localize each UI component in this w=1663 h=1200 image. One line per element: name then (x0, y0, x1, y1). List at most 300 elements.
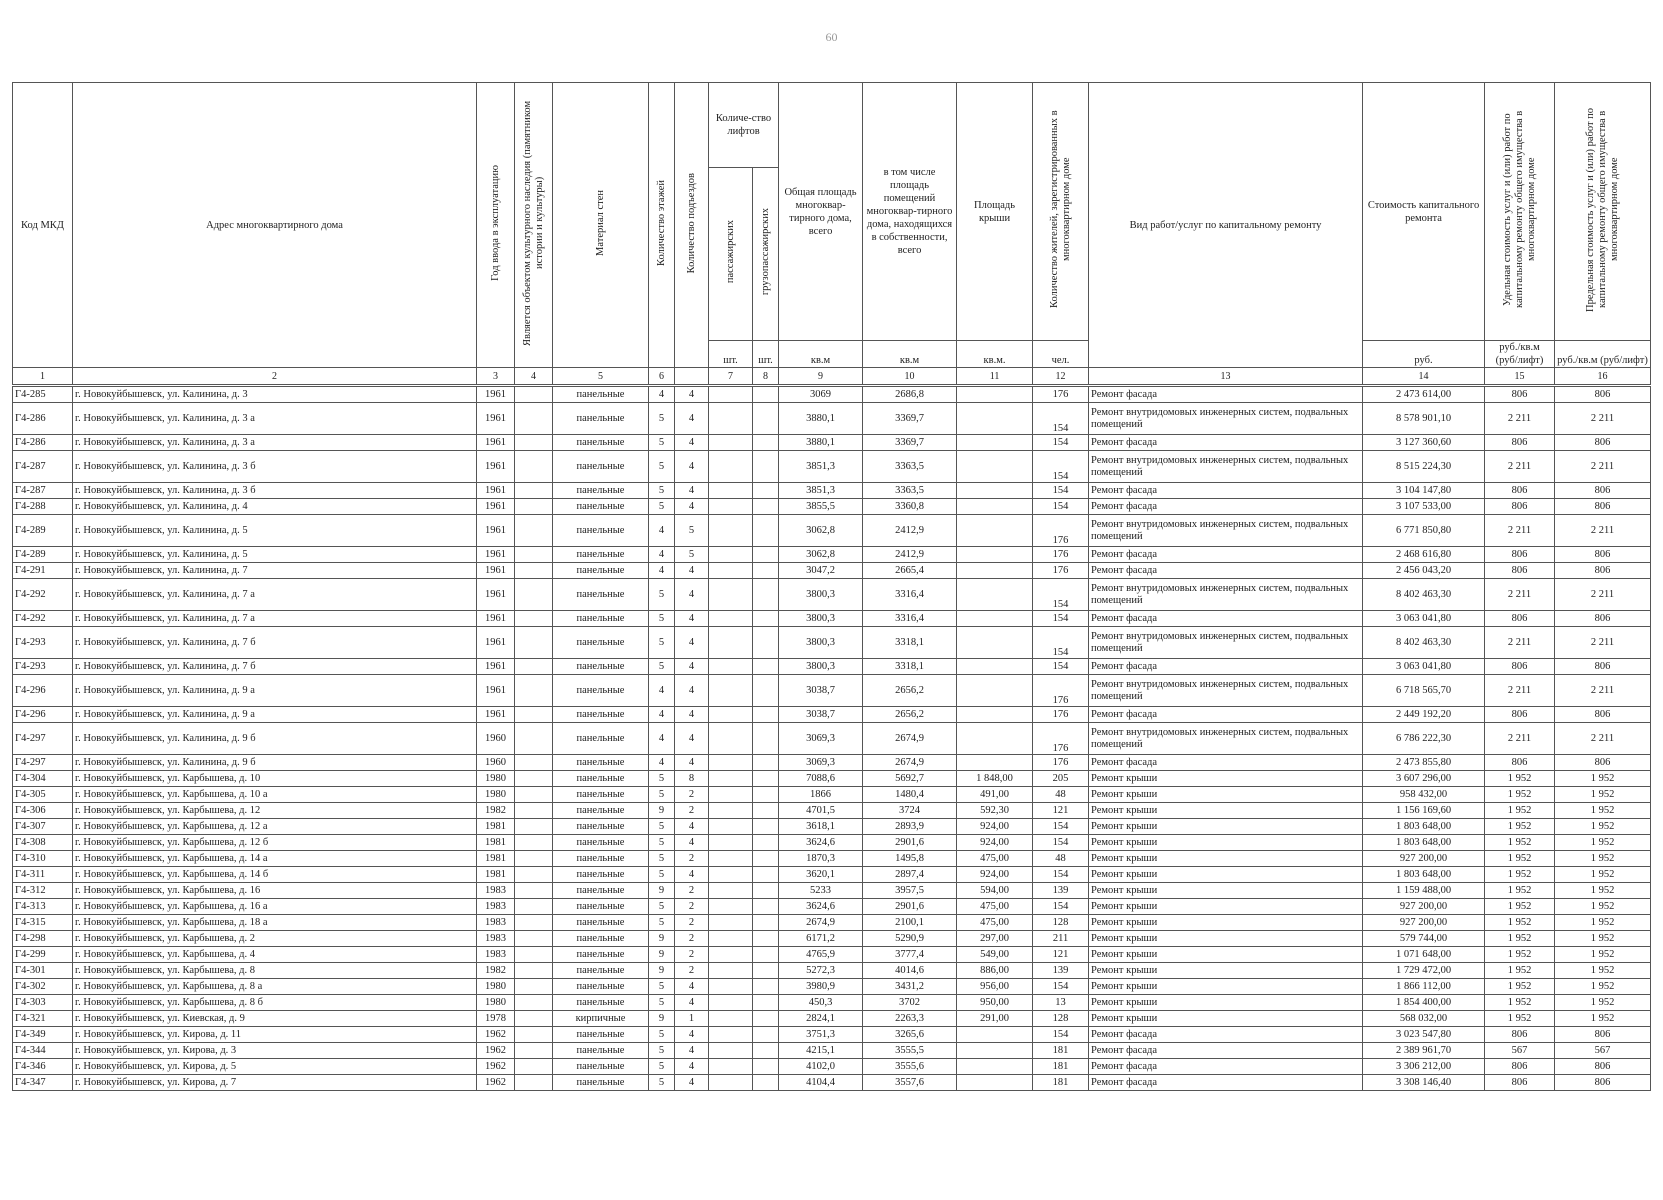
cell-roof-area (957, 483, 1033, 499)
cell-entrances: 4 (675, 403, 709, 435)
cell-area-owned: 2674,9 (863, 755, 957, 771)
table-row (13, 627, 1651, 659)
cell-area-owned: 3318,1 (863, 659, 957, 675)
cell-cost: 3 023 547,80 (1363, 1027, 1485, 1043)
header-work-type: Вид работ/услуг по капитальному ремонту (1089, 83, 1363, 368)
cell-area-total: 5272,3 (779, 963, 863, 979)
cell-cost: 1 729 472,00 (1363, 963, 1485, 979)
column-number: 5 (553, 368, 649, 386)
cell-material: панельные (553, 1043, 649, 1059)
cell-entrances: 2 (675, 899, 709, 915)
cell-material: панельные (553, 899, 649, 915)
cell-work-type: Ремонт фасада (1089, 483, 1363, 499)
cell-year: 1961 (477, 435, 515, 451)
cell-code: Г4-292 (13, 611, 73, 627)
cell-material: панельные (553, 547, 649, 563)
unit-cost: руб. (1363, 341, 1485, 368)
cell-residents: 128 (1033, 1011, 1089, 1027)
cell-passenger-lifts (709, 483, 753, 499)
cell-cost: 2 389 961,70 (1363, 1043, 1485, 1059)
cell-cargo-lifts (753, 483, 779, 499)
cell-work-type: Ремонт фасада (1089, 547, 1363, 563)
cell-floors: 9 (649, 947, 675, 963)
cell-area-total: 1870,3 (779, 851, 863, 867)
cell-residents: 176 (1033, 675, 1089, 707)
cell-residents: 154 (1033, 867, 1089, 883)
cell-area-total: 3851,3 (779, 451, 863, 483)
table-row (13, 803, 1651, 819)
cell-unit-cost: 2 211 (1485, 579, 1555, 611)
cell-passenger-lifts (709, 1027, 753, 1043)
cell-roof-area (957, 659, 1033, 675)
cell-unit-cost: 2 211 (1485, 675, 1555, 707)
cell-roof-area: 475,00 (957, 915, 1033, 931)
cell-code: Г4-299 (13, 947, 73, 963)
cell-residents: 139 (1033, 883, 1089, 899)
cell-heritage (515, 707, 553, 723)
table-row (13, 659, 1651, 675)
cell-unit-cost: 2 211 (1485, 515, 1555, 547)
cell-passenger-lifts (709, 723, 753, 755)
cell-area-total: 3069 (779, 386, 863, 403)
cell-cost: 927 200,00 (1363, 899, 1485, 915)
cell-year: 1978 (477, 1011, 515, 1027)
cell-material: панельные (553, 867, 649, 883)
cell-heritage (515, 435, 553, 451)
cell-code: Г4-298 (13, 931, 73, 947)
cell-passenger-lifts (709, 547, 753, 563)
cell-address: г. Новокуйбышевск, ул. Калинина, д. 4 (73, 499, 477, 515)
cell-passenger-lifts (709, 979, 753, 995)
table-row (13, 995, 1651, 1011)
cell-floors: 5 (649, 1059, 675, 1075)
cell-area-total: 3800,3 (779, 579, 863, 611)
cell-code: Г4-289 (13, 547, 73, 563)
cell-area-total: 6171,2 (779, 931, 863, 947)
cell-cargo-lifts (753, 867, 779, 883)
cell-material: панельные (553, 386, 649, 403)
cell-cost: 1 156 169,60 (1363, 803, 1485, 819)
cell-passenger-lifts (709, 1075, 753, 1091)
cell-year: 1983 (477, 899, 515, 915)
cell-limit-cost: 806 (1555, 1075, 1651, 1091)
cell-floors: 5 (649, 995, 675, 1011)
cell-year: 1982 (477, 963, 515, 979)
cell-roof-area (957, 707, 1033, 723)
cell-area-total: 3620,1 (779, 867, 863, 883)
cell-work-type: Ремонт внутридомовых инженерных систем, подвальных помещений (1089, 723, 1363, 755)
cell-material: панельные (553, 611, 649, 627)
cell-area-total: 4701,5 (779, 803, 863, 819)
column-number: 13 (1089, 368, 1363, 386)
cell-area-total: 4104,4 (779, 1075, 863, 1091)
cell-limit-cost: 806 (1555, 499, 1651, 515)
cell-limit-cost: 1 952 (1555, 963, 1651, 979)
cell-address: г. Новокуйбышевск, ул. Карбышева, д. 14 б (73, 867, 477, 883)
cell-entrances: 8 (675, 771, 709, 787)
cell-cargo-lifts (753, 835, 779, 851)
cell-limit-cost: 1 952 (1555, 883, 1651, 899)
cell-residents: 176 (1033, 515, 1089, 547)
cell-limit-cost: 1 952 (1555, 835, 1651, 851)
cell-passenger-lifts (709, 915, 753, 931)
cell-area-total: 3624,6 (779, 899, 863, 915)
cell-cost: 579 744,00 (1363, 931, 1485, 947)
table-row (13, 386, 1651, 403)
cell-limit-cost: 2 211 (1555, 675, 1651, 707)
cell-cost: 1 866 112,00 (1363, 979, 1485, 995)
cell-entrances: 4 (675, 835, 709, 851)
cell-material: кирпичные (553, 1011, 649, 1027)
cell-area-total: 5233 (779, 883, 863, 899)
cell-cost: 8 515 224,30 (1363, 451, 1485, 483)
cell-area-total: 7088,6 (779, 771, 863, 787)
table-row (13, 1075, 1651, 1091)
cell-floors: 5 (649, 867, 675, 883)
cell-residents: 181 (1033, 1075, 1089, 1091)
cell-work-type: Ремонт фасада (1089, 659, 1363, 675)
cell-residents: 154 (1033, 627, 1089, 659)
cell-floors: 4 (649, 707, 675, 723)
cell-residents: 154 (1033, 611, 1089, 627)
cell-area-total: 3618,1 (779, 819, 863, 835)
cell-limit-cost: 1 952 (1555, 995, 1651, 1011)
table-row (13, 675, 1651, 707)
cell-passenger-lifts (709, 899, 753, 915)
cell-residents: 154 (1033, 451, 1089, 483)
cell-unit-cost: 1 952 (1485, 835, 1555, 851)
cell-material: панельные (553, 723, 649, 755)
cell-address: г. Новокуйбышевск, ул. Калинина, д. 7 а (73, 579, 477, 611)
cell-year: 1961 (477, 563, 515, 579)
cell-year: 1961 (477, 627, 515, 659)
cell-address: г. Новокуйбышевск, ул. Калинина, д. 9 б (73, 723, 477, 755)
table-row (13, 1027, 1651, 1043)
cell-material: панельные (553, 435, 649, 451)
cell-limit-cost: 1 952 (1555, 867, 1651, 883)
cell-unit-cost: 1 952 (1485, 1011, 1555, 1027)
cell-passenger-lifts (709, 963, 753, 979)
cell-year: 1961 (477, 579, 515, 611)
cell-address: г. Новокуйбышевск, ул. Карбышева, д. 4 (73, 947, 477, 963)
cell-address: г. Новокуйбышевск, ул. Калинина, д. 9 а (73, 707, 477, 723)
cell-area-total: 3800,3 (779, 611, 863, 627)
cell-cargo-lifts (753, 499, 779, 515)
cell-material: панельные (553, 483, 649, 499)
cell-cargo-lifts (753, 883, 779, 899)
cell-cargo-lifts (753, 579, 779, 611)
cell-heritage (515, 483, 553, 499)
cell-area-owned: 1495,8 (863, 851, 957, 867)
cell-cargo-lifts (753, 787, 779, 803)
cell-roof-area (957, 403, 1033, 435)
cell-cargo-lifts (753, 386, 779, 403)
cell-heritage (515, 771, 553, 787)
cell-code: Г4-293 (13, 659, 73, 675)
cell-cargo-lifts (753, 723, 779, 755)
table-row (13, 707, 1651, 723)
cell-year: 1962 (477, 1059, 515, 1075)
cell-entrances: 2 (675, 963, 709, 979)
table-row (13, 819, 1651, 835)
cell-floors: 5 (649, 1043, 675, 1059)
cell-cost: 1 071 648,00 (1363, 947, 1485, 963)
cell-area-owned: 3363,5 (863, 483, 957, 499)
cell-area-owned: 3265,6 (863, 1027, 957, 1043)
header-passenger-lifts: пассажирских (709, 168, 753, 341)
cell-entrances: 5 (675, 547, 709, 563)
cell-limit-cost: 806 (1555, 611, 1651, 627)
unit-area-owned: кв.м (863, 341, 957, 368)
cell-area-owned: 3369,7 (863, 403, 957, 435)
cell-address: г. Новокуйбышевск, ул. Кирова, д. 3 (73, 1043, 477, 1059)
cell-work-type: Ремонт внутридомовых инженерных систем, подвальных помещений (1089, 579, 1363, 611)
cell-roof-area: 886,00 (957, 963, 1033, 979)
cell-code: Г4-287 (13, 451, 73, 483)
cell-work-type: Ремонт внутридомовых инженерных систем, подвальных помещений (1089, 403, 1363, 435)
cell-residents: 176 (1033, 723, 1089, 755)
table-row (13, 963, 1651, 979)
cell-area-owned: 2674,9 (863, 723, 957, 755)
cell-work-type: Ремонт крыши (1089, 835, 1363, 851)
cell-material: панельные (553, 947, 649, 963)
cell-unit-cost: 806 (1485, 499, 1555, 515)
cell-roof-area (957, 675, 1033, 707)
cell-roof-area (957, 1027, 1033, 1043)
column-number: 1 (13, 368, 73, 386)
cell-material: панельные (553, 1027, 649, 1043)
cell-cost: 2 468 616,80 (1363, 547, 1485, 563)
cell-passenger-lifts (709, 435, 753, 451)
cell-address: г. Новокуйбышевск, ул. Карбышева, д. 12 (73, 803, 477, 819)
cell-entrances: 4 (675, 755, 709, 771)
column-number: 8 (753, 368, 779, 386)
cell-unit-cost: 1 952 (1485, 899, 1555, 915)
cell-floors: 5 (649, 1075, 675, 1091)
cell-area-total: 3062,8 (779, 547, 863, 563)
cell-cargo-lifts (753, 659, 779, 675)
cell-entrances: 2 (675, 803, 709, 819)
table-row (13, 1011, 1651, 1027)
cell-unit-cost: 806 (1485, 386, 1555, 403)
cell-code: Г4-286 (13, 403, 73, 435)
cell-address: г. Новокуйбышевск, ул. Киевская, д. 9 (73, 1011, 477, 1027)
cell-heritage (515, 627, 553, 659)
cell-work-type: Ремонт крыши (1089, 851, 1363, 867)
cell-floors: 4 (649, 386, 675, 403)
cell-year: 1983 (477, 915, 515, 931)
cell-roof-area (957, 547, 1033, 563)
cell-limit-cost: 2 211 (1555, 579, 1651, 611)
cell-heritage (515, 1027, 553, 1043)
column-number: 7 (709, 368, 753, 386)
cell-address: г. Новокуйбышевск, ул. Карбышева, д. 18 а (73, 915, 477, 931)
cell-heritage (515, 947, 553, 963)
cell-area-owned: 3369,7 (863, 435, 957, 451)
cell-unit-cost: 1 952 (1485, 979, 1555, 995)
cell-area-owned: 3777,4 (863, 947, 957, 963)
cell-work-type: Ремонт фасада (1089, 563, 1363, 579)
cell-residents: 154 (1033, 435, 1089, 451)
cell-entrances: 4 (675, 707, 709, 723)
cell-area-total: 3047,2 (779, 563, 863, 579)
cell-year: 1981 (477, 851, 515, 867)
cell-area-total: 3851,3 (779, 483, 863, 499)
cell-cost: 3 107 533,00 (1363, 499, 1485, 515)
cell-area-owned: 3316,4 (863, 611, 957, 627)
cell-code: Г4-292 (13, 579, 73, 611)
cell-floors: 5 (649, 851, 675, 867)
cell-year: 1962 (477, 1043, 515, 1059)
cell-area-total: 2674,9 (779, 915, 863, 931)
cell-cargo-lifts (753, 563, 779, 579)
cell-entrances: 2 (675, 947, 709, 963)
cell-residents: 154 (1033, 499, 1089, 515)
cell-work-type: Ремонт крыши (1089, 819, 1363, 835)
cell-cargo-lifts (753, 547, 779, 563)
header-unit-cost: Удельная стоимость услуг и (или) работ по капитальному ремонту общего имущества в многоквартирном доме (1485, 83, 1555, 341)
cell-cargo-lifts (753, 675, 779, 707)
cell-residents: 176 (1033, 755, 1089, 771)
cell-cargo-lifts (753, 915, 779, 931)
cell-passenger-lifts (709, 771, 753, 787)
cell-cost: 8 578 901,10 (1363, 403, 1485, 435)
cell-cost: 1 803 648,00 (1363, 867, 1485, 883)
cell-residents: 154 (1033, 835, 1089, 851)
cell-residents: 181 (1033, 1059, 1089, 1075)
cell-cargo-lifts (753, 627, 779, 659)
column-number: 16 (1555, 368, 1651, 386)
cell-area-owned: 3724 (863, 803, 957, 819)
cell-area-owned: 2893,9 (863, 819, 957, 835)
cell-heritage (515, 1011, 553, 1027)
cell-heritage (515, 995, 553, 1011)
cell-heritage (515, 1059, 553, 1075)
cell-code: Г4-296 (13, 675, 73, 707)
cell-heritage (515, 883, 553, 899)
cell-work-type: Ремонт фасада (1089, 707, 1363, 723)
cell-unit-cost: 1 952 (1485, 771, 1555, 787)
cell-heritage (515, 899, 553, 915)
cell-year: 1961 (477, 707, 515, 723)
cell-code: Г4-285 (13, 386, 73, 403)
table-row (13, 867, 1651, 883)
cell-year: 1961 (477, 547, 515, 563)
cell-heritage (515, 579, 553, 611)
cell-material: панельные (553, 963, 649, 979)
cell-residents: 154 (1033, 403, 1089, 435)
cell-floors: 5 (649, 659, 675, 675)
cell-area-owned: 3555,6 (863, 1059, 957, 1075)
column-number (675, 368, 709, 386)
cell-area-total: 3980,9 (779, 979, 863, 995)
cell-unit-cost: 1 952 (1485, 787, 1555, 803)
cell-cost: 6 786 222,30 (1363, 723, 1485, 755)
cell-address: г. Новокуйбышевск, ул. Калинина, д. 7 б (73, 659, 477, 675)
cell-entrances: 4 (675, 867, 709, 883)
cell-residents: 176 (1033, 707, 1089, 723)
cell-heritage (515, 675, 553, 707)
cell-material: панельные (553, 915, 649, 931)
cell-floors: 5 (649, 627, 675, 659)
table-row (13, 915, 1651, 931)
cell-passenger-lifts (709, 675, 753, 707)
cell-limit-cost: 806 (1555, 483, 1651, 499)
cell-work-type: Ремонт фасада (1089, 1059, 1363, 1075)
cell-unit-cost: 1 952 (1485, 995, 1555, 1011)
cell-unit-cost: 806 (1485, 1059, 1555, 1075)
cell-roof-area: 594,00 (957, 883, 1033, 899)
cell-address: г. Новокуйбышевск, ул. Кирова, д. 11 (73, 1027, 477, 1043)
cell-material: панельные (553, 979, 649, 995)
cell-work-type: Ремонт крыши (1089, 931, 1363, 947)
cell-unit-cost: 1 952 (1485, 803, 1555, 819)
cell-cost: 3 308 146,40 (1363, 1075, 1485, 1091)
cell-entrances: 4 (675, 386, 709, 403)
cell-address: г. Новокуйбышевск, ул. Карбышева, д. 8 а (73, 979, 477, 995)
cell-residents: 48 (1033, 851, 1089, 867)
cell-unit-cost: 806 (1485, 659, 1555, 675)
cell-passenger-lifts (709, 515, 753, 547)
cell-roof-area (957, 1059, 1033, 1075)
cell-work-type: Ремонт крыши (1089, 787, 1363, 803)
cell-cost: 3 127 360,60 (1363, 435, 1485, 451)
cell-address: г. Новокуйбышевск, ул. Калинина, д. 3 (73, 386, 477, 403)
cell-material: панельные (553, 755, 649, 771)
cell-address: г. Новокуйбышевск, ул. Калинина, д. 3 б (73, 483, 477, 499)
cell-limit-cost: 1 952 (1555, 803, 1651, 819)
cell-limit-cost: 1 952 (1555, 915, 1651, 931)
cell-area-owned: 2263,3 (863, 1011, 957, 1027)
table-row (13, 435, 1651, 451)
header-roof-area: Площадь крыши (957, 83, 1033, 341)
cell-year: 1983 (477, 947, 515, 963)
unit-roof: кв.м. (957, 341, 1033, 368)
cell-heritage (515, 851, 553, 867)
cell-entrances: 2 (675, 931, 709, 947)
cell-cargo-lifts (753, 707, 779, 723)
cell-year: 1961 (477, 515, 515, 547)
cell-residents: 181 (1033, 1043, 1089, 1059)
cell-code: Г4-291 (13, 563, 73, 579)
cell-heritage (515, 723, 553, 755)
cell-year: 1962 (477, 1075, 515, 1091)
cell-material: панельные (553, 995, 649, 1011)
cell-cost: 568 032,00 (1363, 1011, 1485, 1027)
cell-heritage (515, 979, 553, 995)
cell-year: 1961 (477, 659, 515, 675)
column-number: 4 (515, 368, 553, 386)
cell-cargo-lifts (753, 1059, 779, 1075)
cell-area-owned: 2897,4 (863, 867, 957, 883)
cell-area-owned: 2901,6 (863, 835, 957, 851)
cell-cost: 6 771 850,80 (1363, 515, 1485, 547)
table-row (13, 515, 1651, 547)
cell-area-total: 3038,7 (779, 707, 863, 723)
cell-floors: 5 (649, 915, 675, 931)
cell-address: г. Новокуйбышевск, ул. Калинина, д. 3 б (73, 451, 477, 483)
cell-limit-cost: 1 952 (1555, 947, 1651, 963)
cell-work-type: Ремонт внутридомовых инженерных систем, подвальных помещений (1089, 675, 1363, 707)
cell-cargo-lifts (753, 755, 779, 771)
column-number: 12 (1033, 368, 1089, 386)
cell-year: 1982 (477, 803, 515, 819)
cell-area-owned: 3360,8 (863, 499, 957, 515)
cell-passenger-lifts (709, 995, 753, 1011)
column-number: 10 (863, 368, 957, 386)
cell-cargo-lifts (753, 995, 779, 1011)
cell-floors: 5 (649, 899, 675, 915)
